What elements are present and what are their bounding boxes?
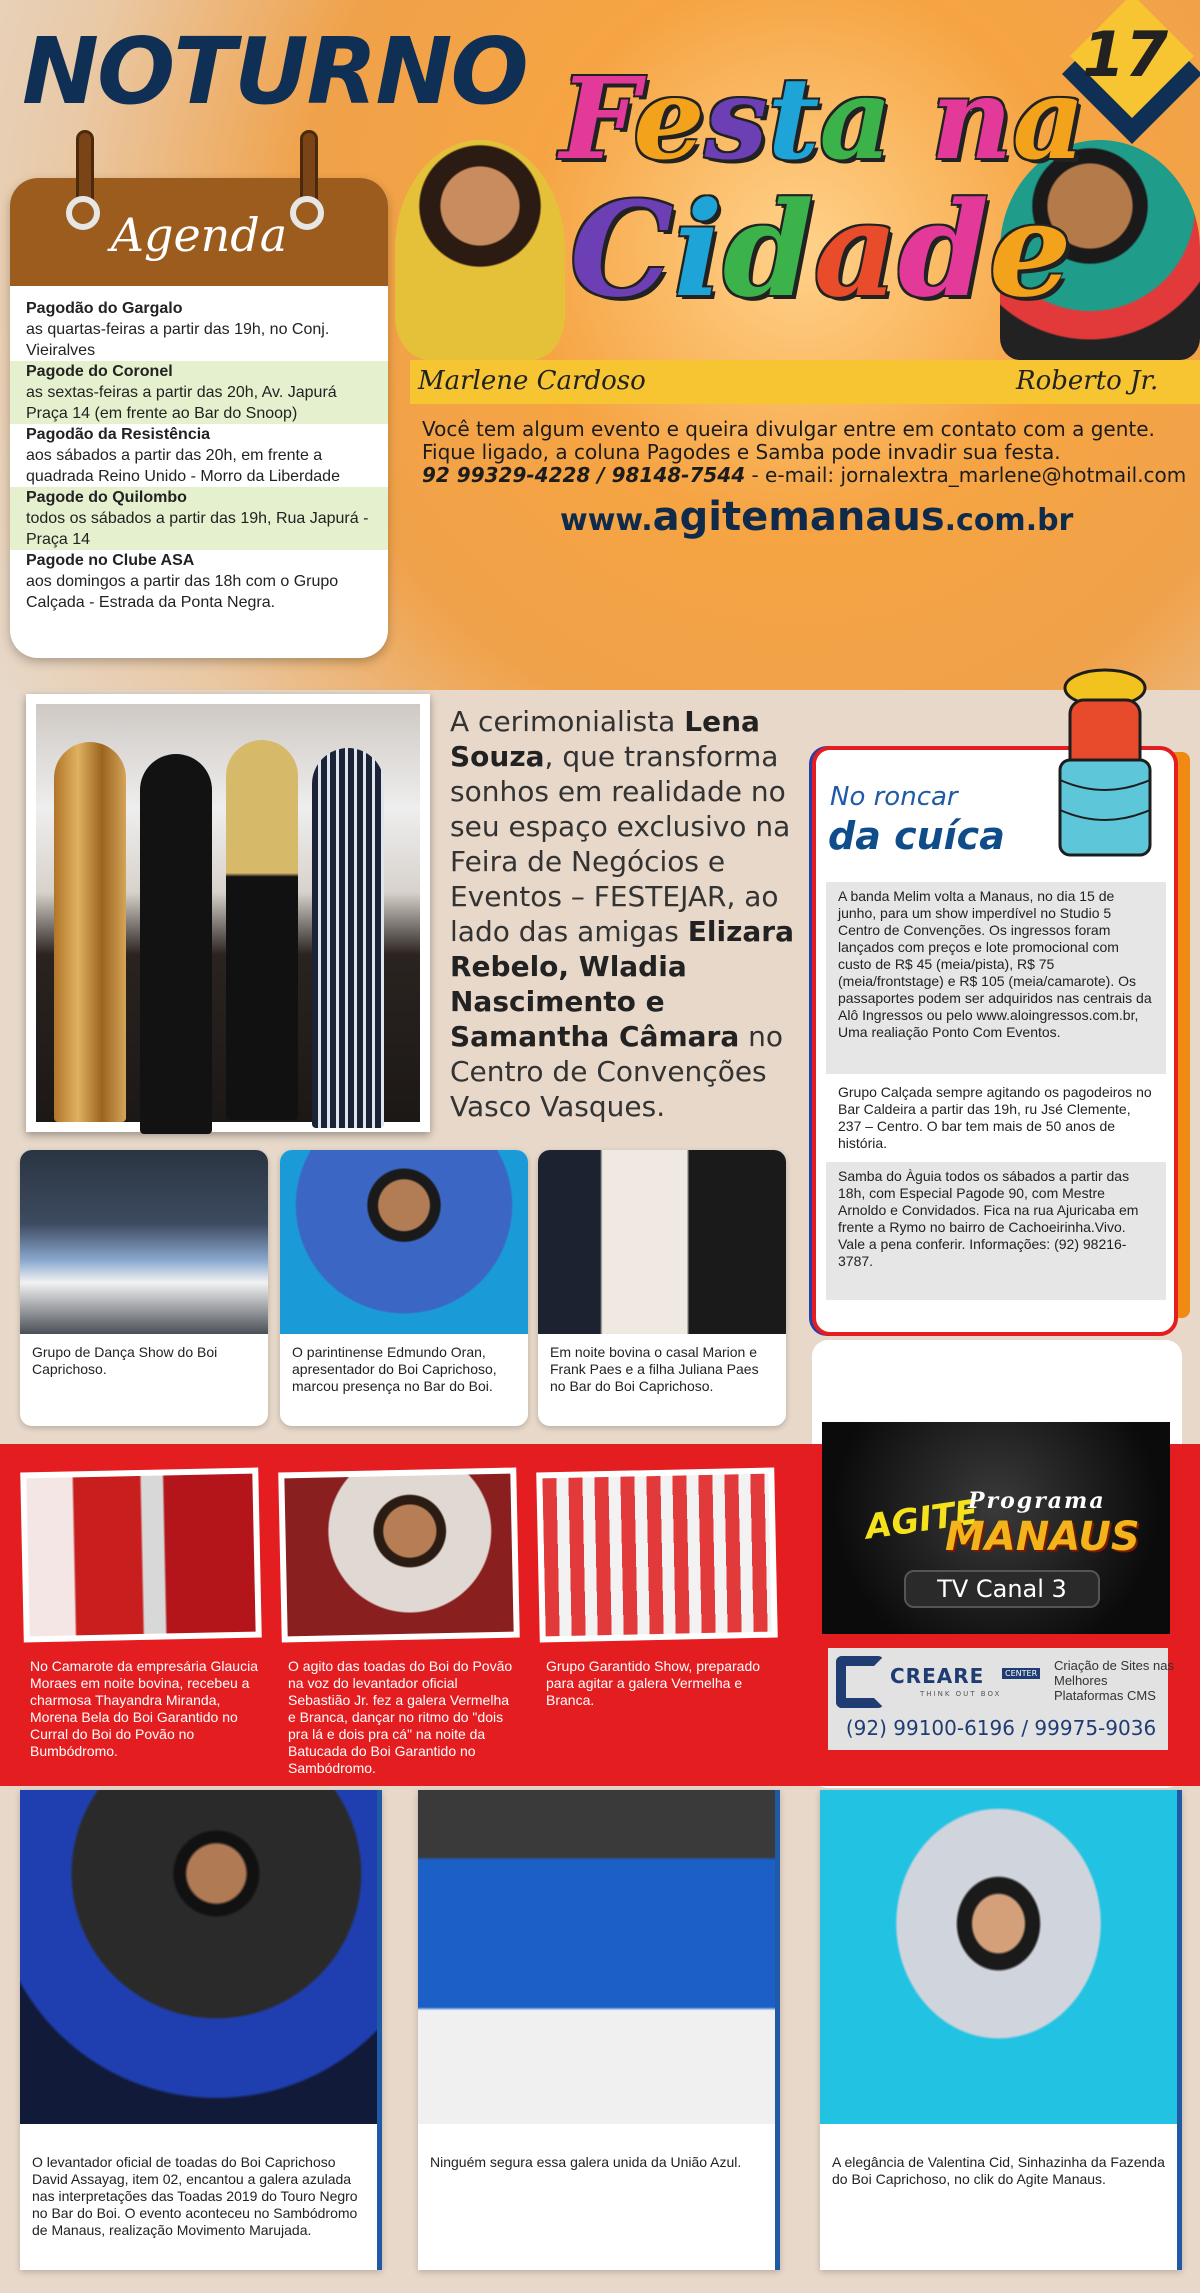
cuica-paragraph: A banda Melim volta a Manaus, no dia 15 de junho, para um show imperdível no Studio 5 Centro de Convenções. Os ingressos foram lançados com preços e lote promocional com custo de R$ 45 (meia/pista), R$ 75 (meia/frontstage) e R$ 105 (meia/camarote). Os passaportes podem ser adquiridos nas centrais da Alô Ingressos ou pelo www.aloingressos.com.br, Uma realiação Ponto Com Eventos. <box>826 882 1166 1074</box>
email[interactable]: - e-mail: jornalextra_marlene@hotmail.com <box>745 463 1187 487</box>
creare-tag: CENTER <box>1002 1668 1040 1679</box>
photo-card <box>538 1150 786 1426</box>
lena-photo <box>36 704 420 1122</box>
photo <box>280 1150 528 1334</box>
photo <box>20 1150 268 1334</box>
contact-info <box>422 418 1200 487</box>
agenda-event: Pagodão do Gargalo as quartas-feiras a partir das 19h, no Conj. Vieiralves <box>26 300 330 359</box>
calendar-ring-icon <box>290 196 324 230</box>
photo-frame <box>278 1468 520 1643</box>
photo-caption: A elegância de Valentina Cid, Sinhazinha da Fazenda do Boi Caprichoso, no clik do Agite Manaus. <box>832 2154 1165 2187</box>
info-line: Fique ligado, a coluna Pagodes e Samba pode invadir sua festa. <box>422 440 1061 464</box>
creare-description: Criação de Sites nas Melhores Plataformas CMS <box>1054 1658 1174 1703</box>
page-number: 17 <box>1081 18 1169 91</box>
photo-caption: O parintinense Edmundo Oran, apresentador do Boi Caprichoso, marcou presença no Bar do Boi. <box>292 1344 497 1394</box>
agenda-title: Agenda <box>110 208 288 262</box>
agite-logo-programa: Programa <box>968 1488 1106 1514</box>
photo <box>418 1790 775 2124</box>
title-festa-na: Festa na <box>560 54 1086 185</box>
photo-caption: Em noite bovina o casal Marion e Frank Paes e a filha Juliana Paes no Bar do Boi Caprichoso. <box>550 1344 759 1394</box>
cuica-paragraph: Samba do Àguia todos os sábados a partir das 18h, com Especial Pagode 90, com Mestre Arnoldo e Convidados. Fica na rua Ajuricaba em frente a Rymo no bairro de Cachoeirinha.Vivo. Vale a pena conferir. Informações: (92) 98216-3787. <box>826 1162 1166 1300</box>
cuica-mascot-icon <box>1040 660 1170 860</box>
photo-caption: O agito das toadas do Boi do Povão na voz do levantador oficial Sebastião Jr. fez a galera Vermelha e Branca, dançar no ritmo do "dois pra lá e dois pra cá" na noite da Batucada do Boi Garantido no Sambódromo. <box>288 1658 513 1776</box>
agite-logo-manaus: MANAUS <box>945 1514 1140 1560</box>
calendar-ring-icon <box>66 196 100 230</box>
creare-name: CREARE <box>890 1664 985 1688</box>
columnist-photo-left <box>395 140 565 360</box>
agenda-event: Pagode no Clube ASA aos domingos a partir das 18h com o Grupo Calçada - Estrada da Ponta Negra. <box>26 552 339 611</box>
agenda-event: Pagode do Coronel as sextas-feiras a partir das 20h, Av. Japurá Praça 14 (em frente ao Bar do Snoop) <box>10 361 388 424</box>
photo-caption: Ninguém segura essa galera unida da União Azul. <box>430 2154 742 2170</box>
lena-article: A cerimonialista Lena Souza, que transforma sonhos em realidade no seu espaço exclusivo na Feira de Negócios e Eventos – FESTEJAR, ao lado das amigas Elizara Rebelo, Wladia Nascimento e Samantha Câmara no Centro de Convenções Vasco Vasques. <box>450 705 795 1123</box>
photo-caption: Grupo Garantido Show, preparado para agitar a galera Vermelha e Branca. <box>546 1658 761 1708</box>
photo-frame <box>20 1468 262 1643</box>
cuica-title-bottom: da cuíca <box>828 814 1005 858</box>
photo <box>538 1150 786 1334</box>
photo <box>26 1474 255 1637</box>
cuica-title-top: No roncar <box>830 782 958 812</box>
creare-phones: (92) 99100-6196 / 99975-9036 <box>845 1716 1157 1740</box>
photo <box>20 1790 377 2124</box>
photo-caption: O levantador oficial de toadas do Boi Caprichoso David Assayag, item 02, encantou a galera azulada nas interpretações das Toadas 2019 do Touro Negro no Bar do Boi. O evento aconteceu no Sambódromo de Manaus, realização Movimento Marujada. <box>32 2154 358 2238</box>
creare-logo-icon <box>836 1656 884 1708</box>
columnist-name-right: Roberto Jr. <box>1016 366 1159 396</box>
columnist-name-left: Marlene Cardoso <box>418 366 646 396</box>
tv-channel-label: TV Canal 3 <box>904 1570 1100 1608</box>
title-cidade: Cidade <box>570 173 1072 326</box>
photo-card <box>20 1150 268 1426</box>
photo-card <box>418 1790 780 2270</box>
website-link[interactable]: www.agitemanaus.com.br <box>560 494 1074 540</box>
info-line: Você tem algum evento e queira divulgar entre em contato com a gente. <box>422 417 1155 441</box>
section-title: NOTURNO <box>22 18 527 125</box>
cuica-paragraph: Grupo Calçada sempre agitando os pagodeiros no Bar Caldeira a partir das 19h, ru Jsé Clemente, 237 – Centro. O bar tem mais de 50 anos de história. <box>826 1078 1166 1158</box>
agenda-list <box>10 298 388 613</box>
photo <box>284 1474 513 1637</box>
agenda-event: Pagode do Quilombo todos os sábados a partir das 19h, Rua Japurá - Praça 14 <box>10 487 388 550</box>
photo-card <box>820 1790 1182 2270</box>
person-figure <box>54 742 126 1122</box>
photo <box>542 1474 771 1637</box>
photo-card <box>280 1150 528 1426</box>
person-figure <box>140 754 212 1134</box>
agenda-card <box>10 178 388 658</box>
agenda-event: Pagodão da Resistência aos sábados a partir das 20h, em frente a quadrada Reino Unido - Morro da Liberdade <box>26 426 340 485</box>
person-figure <box>226 740 298 1120</box>
creare-slogan: THINK OUT BOX <box>920 1690 1002 1698</box>
photo-caption: No Camarote da empresária Glaucia Moraes em noite bovina, recebeu a charmosa Thayandra Miranda, Morena Bela do Boi Garantido no Curral do Boi do Povão no Bumbódromo. <box>30 1658 258 1759</box>
photo-caption: Grupo de Dança Show do Boi Caprichoso. <box>32 1344 218 1377</box>
photo-card <box>20 1790 382 2270</box>
photo <box>820 1790 1177 2124</box>
phones: 92 99329-4228 / 98148-7544 <box>422 463 746 487</box>
contact-line <box>422 464 1200 487</box>
agite-logo-word: AGITE <box>862 1492 981 1548</box>
person-figure <box>312 748 384 1128</box>
photo-frame <box>536 1468 778 1643</box>
